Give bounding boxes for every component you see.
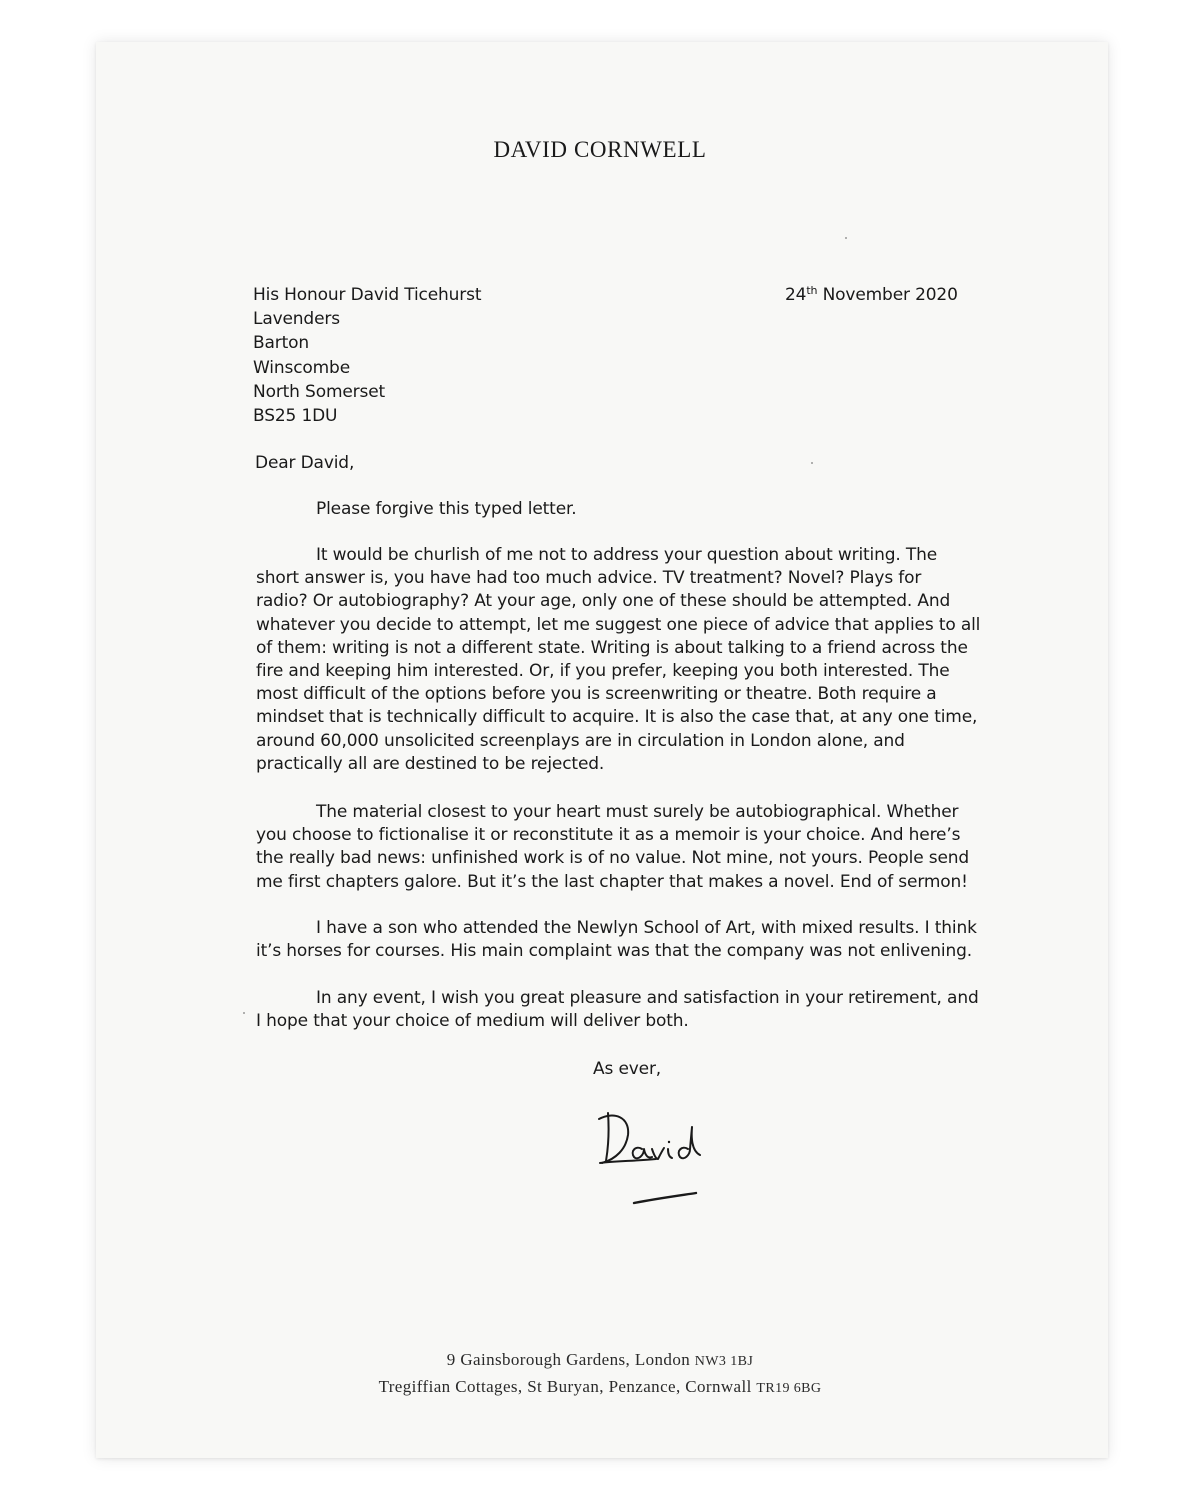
recipient-address: [253, 283, 481, 428]
paragraph-line: the really bad news: unfinished work is of no value. Not mine, not yours. People send: [256, 848, 970, 869]
recipient-line: Barton: [253, 333, 310, 354]
paragraph-line: you choose to fictionalise it or reconstitute it as a memoir is your choice. And here’s: [256, 825, 961, 846]
footer-address-london: [0, 1347, 1200, 1375]
closing: As ever,: [593, 1059, 662, 1079]
footer-postcode: TR19 6BG: [756, 1381, 822, 1396]
paragraph-line: radio? Or autobiography? At your age, only one of these should be attempted. And: [256, 591, 951, 612]
paragraph-5: [256, 987, 996, 1033]
letterhead-name: DAVID CORNWELL: [493, 137, 707, 162]
paragraph-line: practically all are destined to be rejected.: [256, 753, 605, 774]
date-day: 24: [785, 285, 807, 305]
paragraph-line: mindset that is technically difficult to acquire. It is also the case that, at any one time,: [256, 707, 978, 728]
paragraph-line: I have a son who attended the Newlyn School of Art, with mixed results. I think: [316, 918, 977, 938]
paragraph-line: of them: writing is not a different state. Writing is about talking to a friend across the: [256, 637, 968, 658]
paper-speck: [811, 462, 813, 464]
recipient-line: His Honour David Ticehurst: [253, 285, 482, 305]
paragraph-line: most difficult of the options before you is screenwriting or theatre. Both require a: [256, 684, 937, 705]
paper-speck: [845, 237, 847, 239]
paragraph-line: fire and keeping him interested. Or, if you prefer, keeping you both interested. The: [256, 661, 950, 682]
paragraph-line: me first chapters galore. But it’s the last chapter that makes a novel. End of sermon!: [256, 871, 968, 892]
paragraph-line: I hope that your choice of medium will deliver both.: [256, 1011, 689, 1032]
paragraph-line: Please forgive this typed letter.: [316, 499, 577, 519]
recipient-line: Winscombe: [253, 357, 350, 378]
paragraph-line: It would be churlish of me not to address your question about writing. The: [316, 545, 938, 565]
recipient-line: North Somerset: [253, 381, 386, 402]
paragraph-line: In any event, I wish you great pleasure and satisfaction in your retirement, and: [316, 988, 979, 1008]
recipient-line: BS25 1DU: [253, 406, 338, 427]
paper-speck: [243, 1012, 245, 1014]
date-rest: November 2020: [822, 285, 958, 305]
salutation: Dear David,: [255, 453, 355, 473]
paragraph-line: short answer is, you have had too much advice. TV treatment? Novel? Plays for: [256, 568, 922, 589]
letter-date: [785, 283, 958, 307]
paragraph-3: [256, 801, 996, 894]
paragraph-line: it’s horses for courses. His main complaint was that the company was not enlivening.: [256, 941, 972, 962]
paragraph-2: [256, 544, 996, 776]
date-suffix: th: [806, 284, 818, 297]
paragraph-1: [256, 498, 996, 521]
paragraph-line: The material closest to your heart must surely be autobiographical. Whether: [316, 802, 959, 822]
footer-address-cornwall: [0, 1374, 1200, 1402]
recipient-line: Lavenders: [253, 309, 340, 330]
paragraph-4: [256, 917, 996, 963]
paragraph-line: around 60,000 unsolicited screenplays are in circulation in London alone, and: [256, 730, 905, 751]
footer-postcode: NW3 1BJ: [694, 1354, 754, 1369]
signature: [596, 1105, 716, 1210]
footer-address-text: 9 Gainsborough Gardens, London: [446, 1350, 691, 1369]
paragraph-line: whatever you decide to attempt, let me suggest one piece of advice that applies to all: [256, 614, 981, 635]
footer-address-text: Tregiffian Cottages, St Buryan, Penzance, Cornwall: [378, 1377, 752, 1396]
